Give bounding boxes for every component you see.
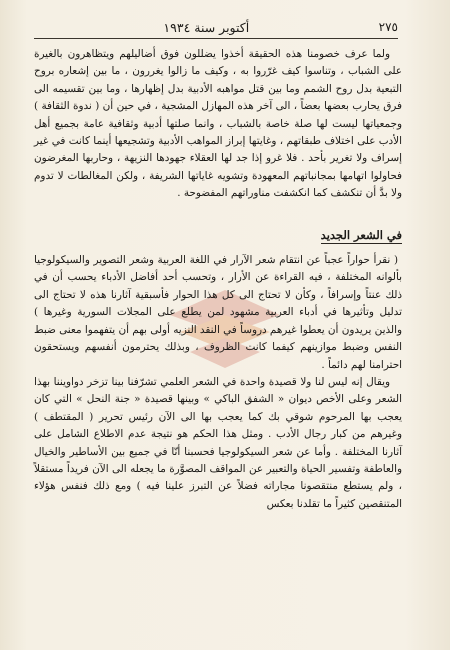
section-heading-text: في الشعر الجديد — [320, 227, 402, 242]
running-title: أكتوبر سنة ١٩٣٤ — [163, 19, 250, 35]
paragraph-closing: ويقال إنه ليس لنا ولا قصيدة واحدة في الشعر العلمي تشرّفنا بينا تزخر دواويننا بهذا الشعر وعلى الأخص ديوان « الشفق الباكي » وبينها قصيدة « جنة النحل » التي كان يعجب بها المرحوم شوقي بك كما يعجب بها الى الآن رئيس تحرير ( المقتطف ) وغيرهم من كبار رجال الأدب . ومثل هذا الحكم هو نتيجة عدم الاطلاع الشامل على آثارنا المختلفة . وأما عن شعر السيكولوجيا فحسبنا أنّا في جميع بين الأساطير والخيال والعاطفة وتفسير الحياة والتعبير عن المواقف المصوَّرة ما يجعله الى الآن فريداً مستقلاً ، ولم يستطع منتقصونا مجاراته فضلاً عن التبرز علينا فيه ) ومع ذلك فنفس هؤلاء المتنقصين كثيراً ما تقلدنا بعكس — [34, 375, 402, 510]
page-number: ٢٧٥ — [378, 20, 398, 34]
section-heading — [34, 227, 402, 244]
article-body — [34, 46, 402, 513]
page-header — [34, 16, 398, 39]
paragraph-quote: ( نقرأ حواراً عجباً عن انتقام شعر الآرار في اللغة العربية وشعر التصوير والسيكولوجيا بألوانه المختلفة ، فيه القراءة عن الأرار ، وتحسب أحد أفاضل الأدباء يحسب أن في ذلك عنتاً وإسرافاً ، وكأن لا تحتاج الى كل هذا الحوار فأسبقية آثارنا هذه لا تحتاج الى تدليل وتأثيرها في أدباء العربية مشهود لمن يطلع على المجلات السورية وغيرها ) والذين يريدون أن يعطوا غيرهم دروساً في النقد النزيه أولى بهم أن يتفهموا معنى ضبط النفس وضبط موازينهم كيفما كانت الظروف ، وبذلك يحترمون أنفسهم ويستحقون احترامنا لهم دائماً . — [34, 254, 402, 371]
paragraph-opening: ولما عرف خصومنا هذه الحقيقة أخذوا يضللون فوق أضاليلهم ويتظاهرون بالغيرة على الشباب ، وتناسوا كيف غرّروا به ، وكيف ما زالوا يغررون ، ما بين إشعاره بروح التبعية بدل روح الشمم وما بين قتل مواهبه الأدبية بدل إظهارها ، وما بين تقسيمه الى فرق يحارب بعضها بعضاً ، الى آخر هذه المهازل المشجية ، في حين أن ( ندوة الثقافة ) وجمعياتها ليست لها صلة خاصة بالشباب ، وانما صلتها أدبية وثقافية عامة بجميع أهل الأدب على اختلاف طبقاتهم ، وغايتها إبراز المواهب الأدبية وتشجيعها أينما كانت في غير إسراف ولا تغرير بأحد . فلا غرو إذا جد لها العقلاء جهودها النزيهة ، وحاربها المغرضون فحاولوا اتهامها بمجانباتهم المعهودة وتشويه غاياتها الشريفة ، ولكن المغالطات لا تدوم ولا بدَّ أن تنكشف كما انكشفت مناوراتهم المفضوحة . — [34, 48, 402, 200]
